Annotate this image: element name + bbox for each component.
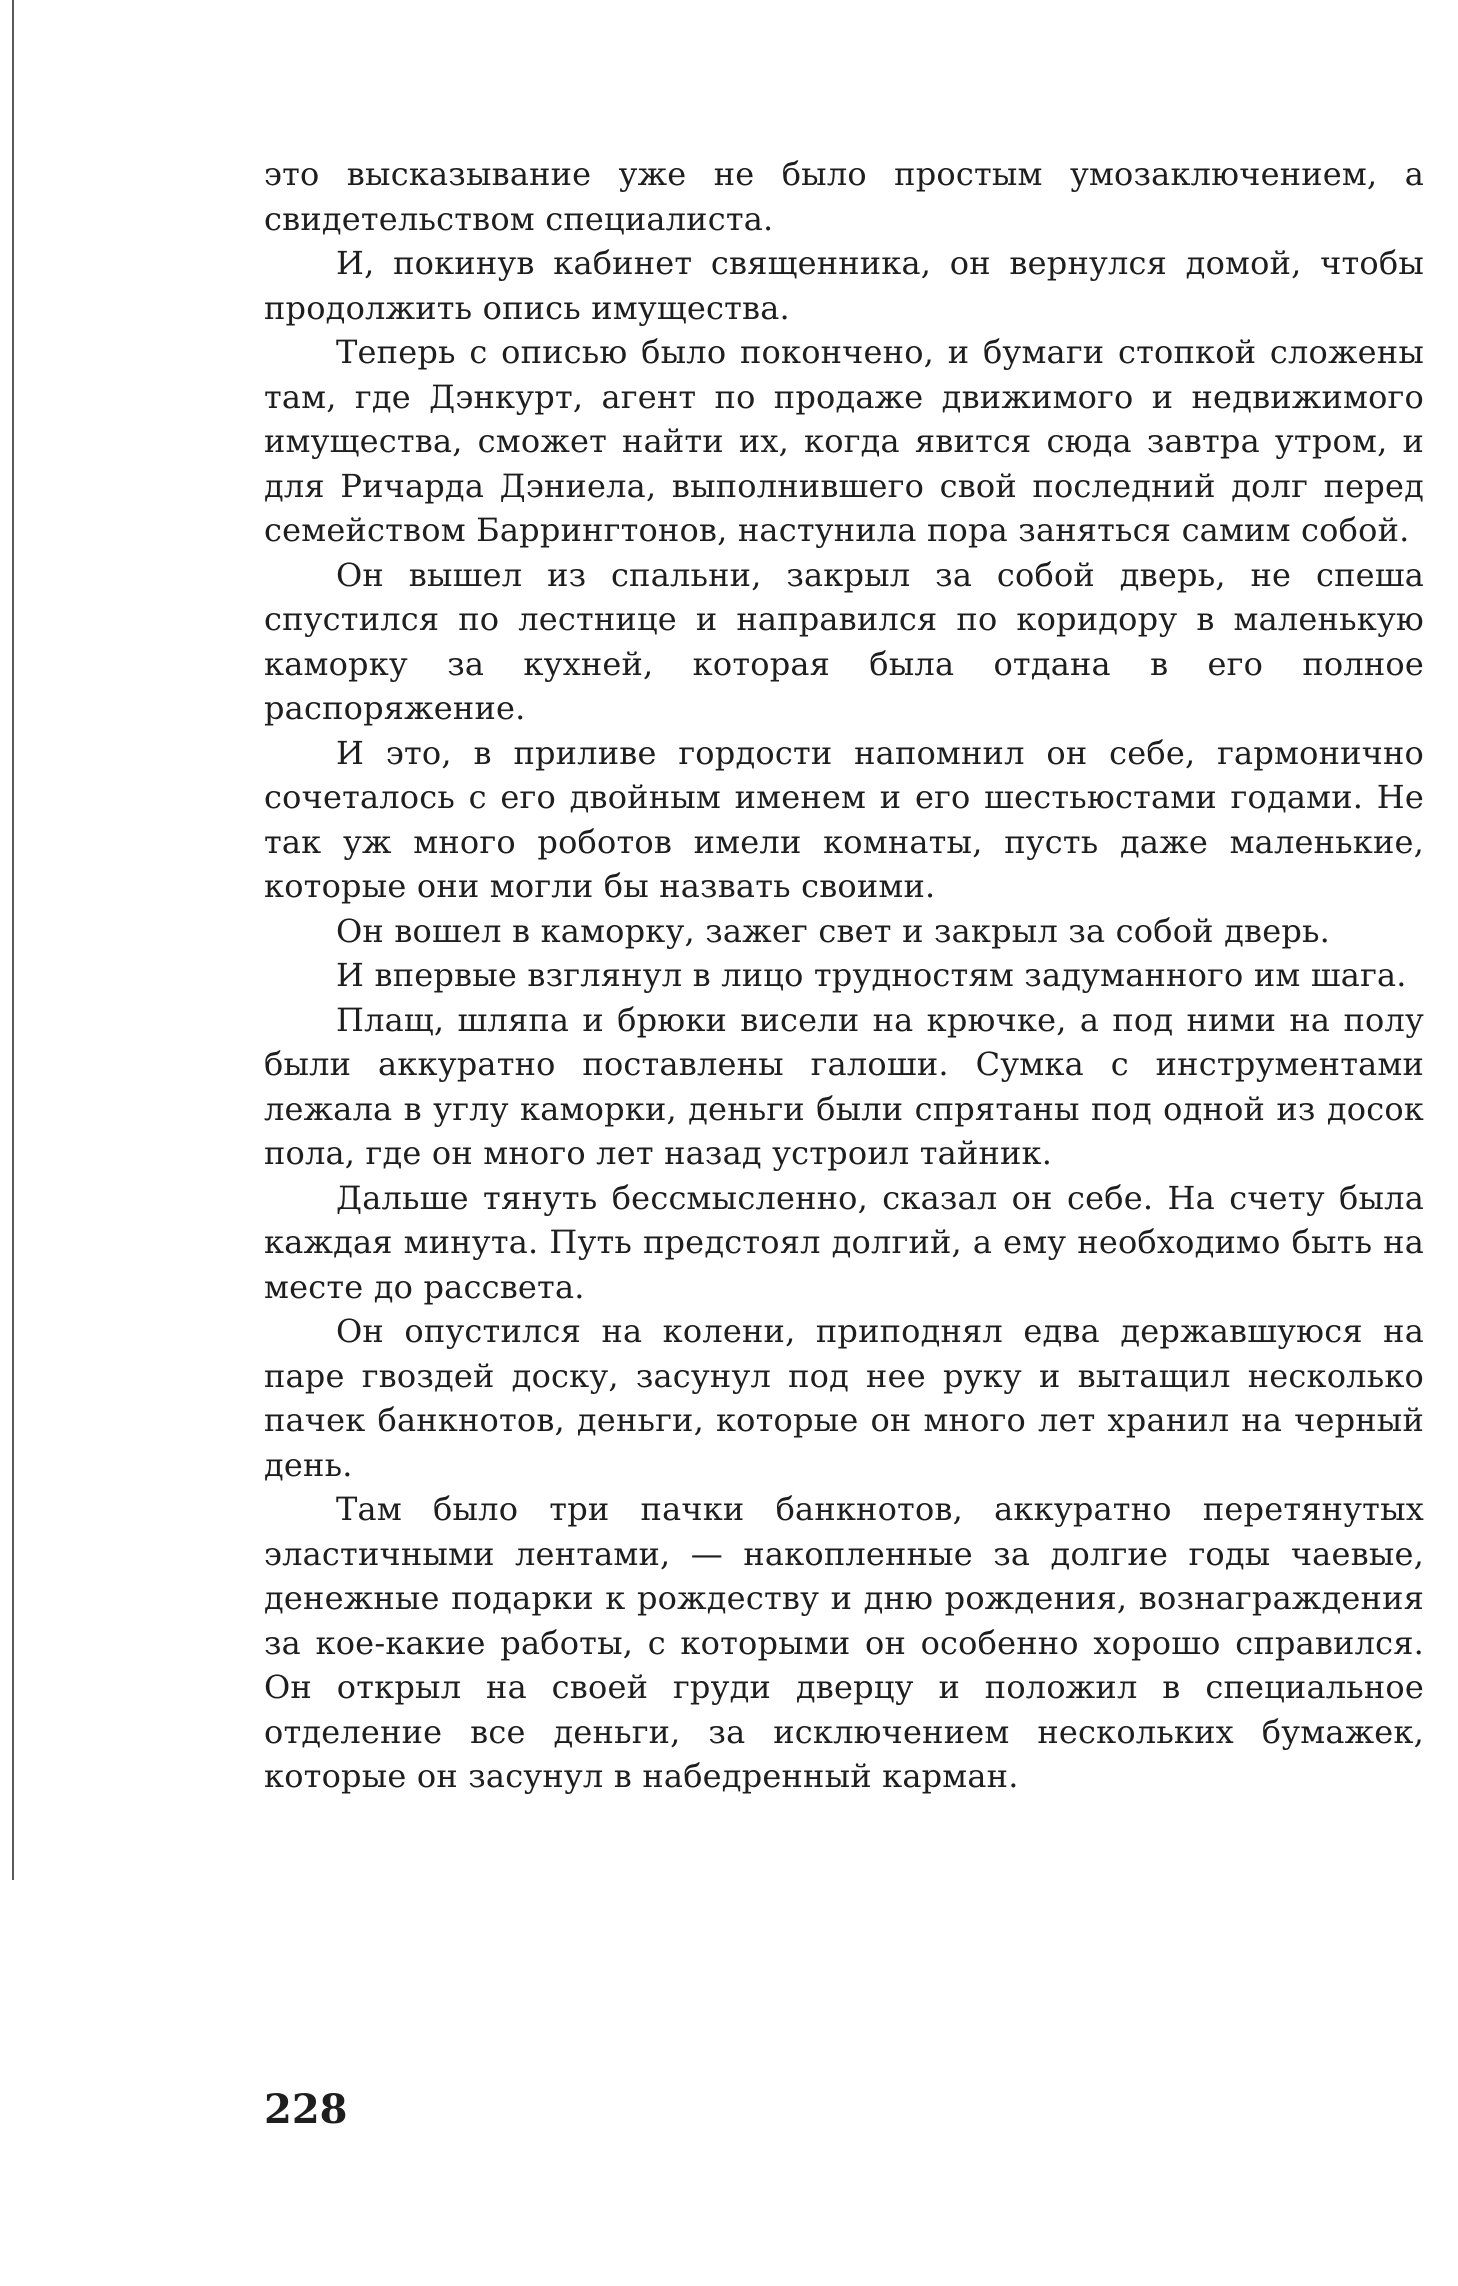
paragraph-2: И, покинув кабинет священника, он вернулся домой, чтобы продолжить опись имущества. <box>264 244 1424 327</box>
paragraph-1: это высказывание уже не было простым умозаключением, а свидетельством специалиста. <box>264 155 1424 238</box>
paragraph-9: Дальше тянуть бессмысленно, сказал он себе. На счету была каждая минута. Путь предстоял долгий, а ему необходимо быть на месте до рассвета. <box>264 1178 1424 1306</box>
page-body <box>264 152 1424 1799</box>
paragraph-8: Плащ, шляпа и брюки висели на крючке, а под ними на полу были аккуратно поставлены галоши. Сумка с инструментами лежала в углу каморки, деньги были спрятаны под одной из досок пола, где он много лет назад устроил тайник. <box>264 1000 1424 1172</box>
paragraph-6: Он вошел в каморку, зажег свет и закрыл за собой дверь. <box>336 911 1331 950</box>
scan-edge-line <box>12 0 14 1880</box>
page-number: 228 <box>264 2086 348 2133</box>
paragraph-4: Он вышел из спальни, закрыл за собой дверь, не спеша спустился по лестнице и направился по коридору в маленькую каморку за кухней, которая была отдана в его полное распоряжение. <box>264 555 1424 727</box>
paragraph-11: Там было три пачки банкнотов, аккуратно перетянутых эластичными лентами, — накопленные за долгие годы чаевые, денежные подарки к рождеству и дню рождения, вознаграждения за кое-какие работы, с которыми он особенно хорошо справился. Он открыл на своей груди дверцу и положил в специальное отделение все деньги, за исключением нескольких бумажек, которые он засунул в набедренный карман. <box>264 1490 1424 1795</box>
paragraph-10: Он опустился на колени, приподнял едва державшуюся на паре гвоздей доску, засунул под нее руку и вытащил несколько пачек банкнотов, деньги, которые он много лет хранил на черный день. <box>264 1312 1424 1484</box>
paragraph-7: И впервые взглянул в лицо трудностям задуманного им шага. <box>336 956 1407 994</box>
paragraph-3: Теперь с описью было покончено, и бумаги стопкой сложены там, где Дэнкурт, агент по продаже движимого и недвижимого имущества, сможет найти их, когда явится сюда завтра утром, и для Ричарда Дэниела, выполнившего свой последний долг перед семейством Баррингтонов, настунила пора заняться самим собой. <box>264 333 1424 549</box>
paragraph-5: И это, в приливе гордости напомнил он себе, гармонично сочеталось с его двойным именем и его шестьюстами годами. Не так уж много роботов имели комнаты, пусть даже маленькие, которые они могли бы назвать своими. <box>264 733 1424 905</box>
